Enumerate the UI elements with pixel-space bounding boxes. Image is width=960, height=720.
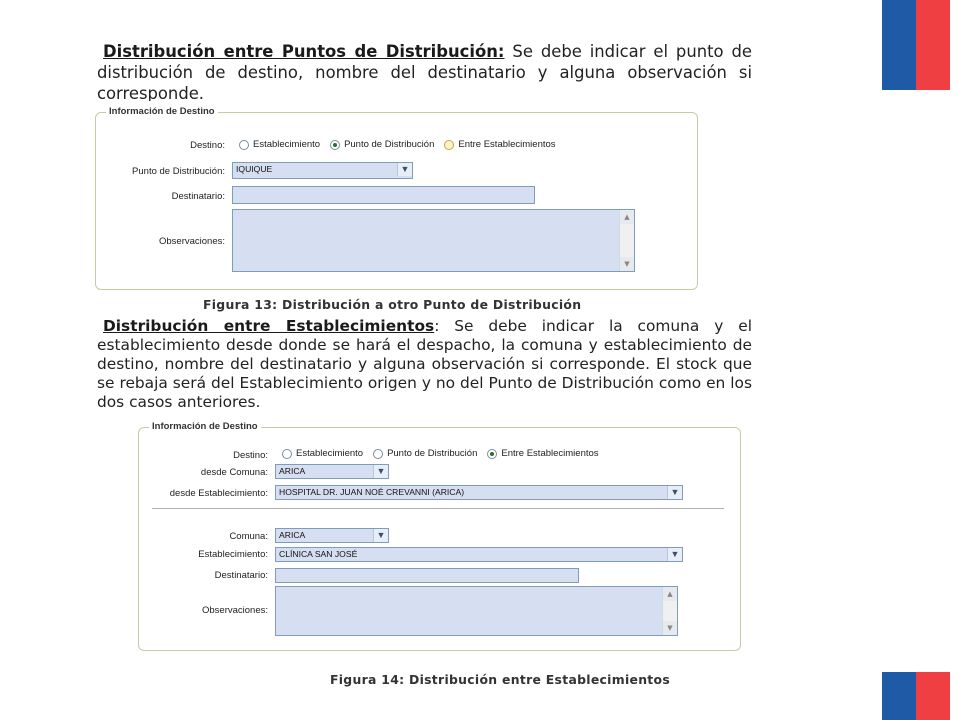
destino-label: Destino: — [233, 450, 268, 461]
scrollbar[interactable] — [662, 587, 677, 635]
observaciones-label: Observaciones: — [158, 236, 225, 247]
desde-comuna-label: desde Comuna: — [200, 467, 268, 478]
radio-establecimiento[interactable]: Establecimiento — [239, 139, 320, 150]
radio-entre-establecimientos[interactable]: Entre Establecimientos — [444, 139, 555, 150]
establecimiento-label: Establecimiento: — [198, 549, 268, 560]
flag-red-stripe — [916, 0, 950, 90]
flag-decoration-bottom — [882, 672, 950, 720]
flag-blue-stripe — [882, 0, 916, 90]
fieldset-legend: Información de Destino — [106, 106, 218, 117]
destinatario-input[interactable] — [232, 186, 535, 204]
flag-decoration-top — [882, 0, 950, 90]
fieldset-legend: Información de Destino — [149, 421, 261, 432]
scroll-up-icon[interactable]: ▲ — [620, 210, 634, 224]
radio-establecimiento[interactable]: Establecimiento — [282, 448, 363, 459]
radio-selected-icon — [330, 140, 340, 150]
form-separator — [152, 508, 724, 510]
destino-fieldset-2 — [138, 421, 741, 651]
destinatario-label: Destinatario: — [214, 570, 268, 581]
scroll-up-icon[interactable]: ▲ — [663, 587, 677, 601]
destinatario-input[interactable] — [275, 568, 579, 583]
radio-selected-icon — [487, 449, 497, 459]
desde-establecimiento-label: desde Establecimiento: — [169, 488, 268, 499]
chevron-down-icon[interactable]: ▼ — [667, 548, 682, 561]
comuna-select[interactable] — [275, 528, 389, 543]
paragraph-puntos — [97, 41, 752, 101]
observaciones-textarea[interactable] — [275, 586, 678, 636]
establecimiento-select[interactable] — [275, 547, 683, 562]
desde-comuna-value: ARICA — [279, 466, 306, 476]
chevron-down-icon[interactable]: ▼ — [373, 465, 388, 478]
establecimiento-value: CLÍNICA SAN JOSÉ — [279, 549, 358, 559]
scroll-down-icon[interactable]: ▼ — [620, 257, 634, 271]
chevron-down-icon[interactable]: ▼ — [373, 529, 388, 542]
comuna-value: ARICA — [279, 530, 306, 540]
scrollbar[interactable] — [619, 210, 634, 271]
radio-circle-icon — [239, 140, 249, 150]
radio-circle-icon — [373, 449, 383, 459]
figure-caption-13: Figura 13: Distribución a otro Punto de Distribución — [203, 297, 582, 312]
paragraph-establecimientos — [97, 317, 752, 412]
punto-distribucion-value: IQUIQUE — [236, 164, 273, 174]
comuna-label: Comuna: — [229, 531, 268, 542]
heading-establecimientos: Distribución entre Establecimientos — [103, 317, 435, 335]
destino-radio-group — [282, 448, 609, 459]
scroll-down-icon[interactable]: ▼ — [663, 621, 677, 635]
flag-red-stripe — [916, 672, 950, 720]
radio-entre-establecimientos[interactable]: Entre Establecimientos — [487, 448, 598, 459]
radio-circle-icon — [444, 140, 454, 150]
punto-distribucion-select[interactable] — [232, 162, 413, 179]
destino-label: Destino: — [190, 140, 225, 151]
paragraph-puntos-text: Se debe indicar el punto de distribución de destino, nombre del destinatario y alguna observación si corresponde. — [97, 42, 752, 101]
desde-comuna-select[interactable] — [275, 464, 389, 479]
desde-establecimiento-value: HOSPITAL DR. JUAN NOÉ CREVANNI (ARICA) — [279, 487, 465, 497]
chevron-down-icon[interactable]: ▼ — [397, 163, 412, 176]
destino-fieldset-1 — [95, 106, 698, 290]
destinatario-label: Destinatario: — [171, 191, 225, 202]
flag-blue-stripe — [882, 672, 916, 720]
radio-circle-icon — [282, 449, 292, 459]
observaciones-textarea[interactable] — [232, 209, 635, 272]
paragraph-establecimientos-text: : Se debe indicar la comuna y el establecimiento desde donde se hará el despacho, la comuna y establecimiento de destino, nombre del destinatario y alguna observación si corresponde. El stock que se rebaja será del Establecimiento origen y no del Punto de Distribución como en los dos casos anteriores. — [97, 317, 752, 411]
chevron-down-icon[interactable]: ▼ — [667, 486, 682, 499]
desde-establecimiento-select[interactable] — [275, 485, 683, 500]
radio-punto-distribucion[interactable]: Punto de Distribución — [330, 139, 434, 150]
punto-distribucion-label: Punto de Distribución: — [132, 166, 225, 177]
heading-puntos: Distribución entre Puntos de Distribución: — [103, 42, 505, 61]
radio-punto-distribucion[interactable]: Punto de Distribución — [373, 448, 477, 459]
figure-caption-14: Figura 14: Distribución entre Establecimientos — [330, 672, 671, 687]
destino-radio-group — [239, 139, 566, 150]
observaciones-label: Observaciones: — [201, 605, 268, 616]
